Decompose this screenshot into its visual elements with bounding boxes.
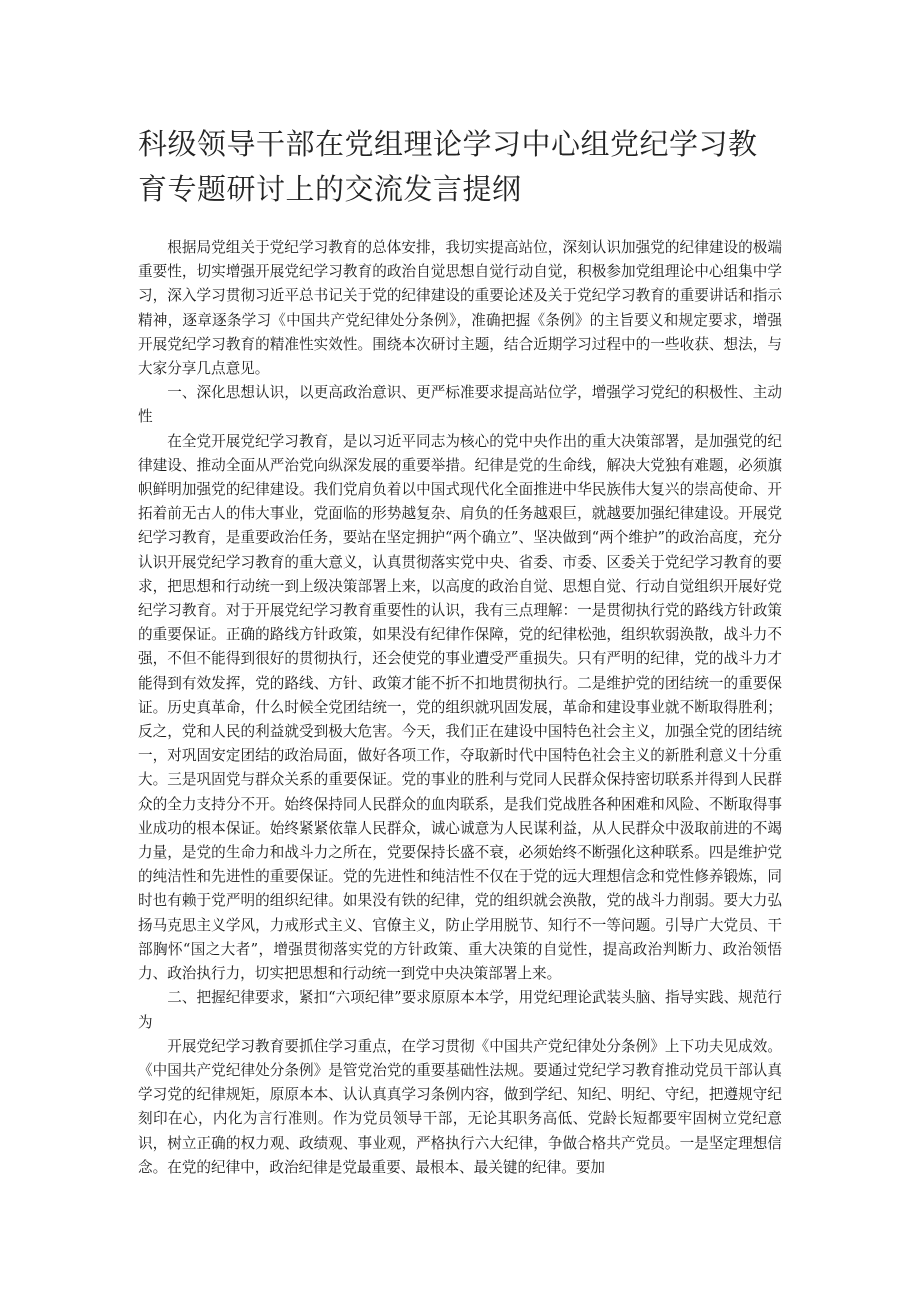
section-2-paragraph: 开展党纪学习教育要抓住学习重点，在学习贯彻《中国共产党纪律处分条例》上下功夫见成效。《中国共产党纪律处分条例》是管党治党的重要基础性法规。要通过党纪学习教育推动党员干部认真学习党的纪律规矩，原原本本、认认真真学习条例内容，做到学纪、知纪、明纪、守纪，把遵规守纪刻印在心，内化为言行准则。作为党员领导干部，无论其职务高低、党龄长短都要牢固树立党纪意识，树立正确的权力观、政绩观、事业观，严格执行六大纪律，争做合格共产党员。一是坚定理想信念。在党的纪律中，政治纪律是党最重要、最根本、最关键的纪律。要加	[138, 1037, 782, 1176]
section-1-paragraph: 在全党开展党纪学习教育，是以习近平同志为核心的党中央作出的重大决策部署，是加强党的纪律建设、推动全面从严治党向纵深发展的重要举措。纪律是党的生命线，解决大党独有难题，必须旗帜鲜明加强党的纪律建设。我们党肩负着以中国式现代化全面推进中华民族伟大复兴的崇高使命、开拓着前无古人的伟大事业，党面临的形势越复杂、肩负的任务越艰巨，就越要加强纪律建设。开展党纪学习教育，是重要政治任务，要站在坚定拥护“两个确立”、坚决做到“两个维护”的政治高度，充分认识开展党纪学习教育的重大意义，认真贯彻落实党中央、省委、市委、区委关于党纪学习教育的要求，把思想和行动统一到上级决策部署上来，以高度的政治自觉、思想自觉、行动自觉组织开展好党纪学习教育。对于开展党纪学习教育重要性的认识，我有三点理解：一是贯彻执行党的路线方针政策的重要保证。正确的路线方针政策，如果没有纪律作保障，党的纪律松弛，组织软弱涣散，战斗力不强，不但不能得到很好的贯彻执行，还会使党的事业遭受严重损失。只有严明的纪律，党的战斗力才能得到有效发挥，党的路线、方针、政策才能不折不扣地贯彻执行。二是维护党的团结统一的重要保证。历史真革命，什么时候全党团结统一，党的组织就巩固发展，革命和建设事业就不断取得胜利；反之，党和人民的利益就受到极大危害。今天，我们正在建设中国特色社会主义，加强全党的团结统一，对巩固安定团结的政治局面，做好各项工作，夺取新时代中国特色社会主义的新胜利意义十分重大。三是巩固党与群众关系的重要保证。党的事业的胜利与党同人民群众保持密切联系并得到人民群众的全力支持分不开。始终保持同人民群众的血肉联系，是我们党战胜各种困难和风险、不断取得事业成功的根本保证。始终紧紧依靠人民群众，诚心诚意为人民谋利益，从人民群众中汲取前进的不竭力量，是党的生命力和战斗力之所在，党要保持长盛不衰，必须始终不断强化这种联系。四是维护党的纯洁性和先进性的重要保证。党的先进性和纯洁性不仅在于党的远大理想信念和党性修养锻炼，同时也有赖于党严明的组织纪律。如果没有铁的纪律，党的组织就会涣散，党的战斗力削弱。要大力弘扬马克思主义学风，力戒形式主义、官僚主义，防止学用脱节、知行不一等问题。引导广大党员、干部胸怀“国之大者”，增强贯彻落实党的方针政策、重大决策的自觉性，提高政治判断力、政治领悟力、政治执行力，切实把思想和行动统一到党中央决策部署上来。	[138, 432, 782, 983]
document-page	[138, 122, 782, 1180]
intro-paragraph: 根据局党组关于党纪学习教育的总体安排，我切实提高站位，深刻认识加强党的纪律建设的极端重要性，切实增强开展党纪学习教育的政治自觉思想自觉行动自觉，积极参加党组理论中心组集中学习，深入学习贯彻习近平总书记关于党的纪律建设的重要论述及关于党纪学习教育的重要讲话和指示精神，逐章逐条学习《中国共产党纪律处分条例》，准确把握《条例》的主旨要义和规定要求，增强开展党纪学习教育的精准性实效性。围绕本次研讨主题，结合近期学习过程中的一些收获、想法，与大家分享几点意见。	[138, 239, 782, 378]
section-heading-2: 二、把握纪律要求，紧扣“六项纪律”要求原原本本学，用党纪理论武装头脑、指导实践、规范行为	[138, 989, 782, 1031]
section-heading-1: 一、深化思想认识，以更高政治意识、更严标准要求提高站位学，增强学习党纪的积极性、主动性	[138, 384, 782, 426]
document-title: 科级领导干部在党组理论学习中心组党纪学习教育专题研讨上的交流发言提纲	[138, 127, 758, 206]
document-body	[138, 236, 782, 1180]
